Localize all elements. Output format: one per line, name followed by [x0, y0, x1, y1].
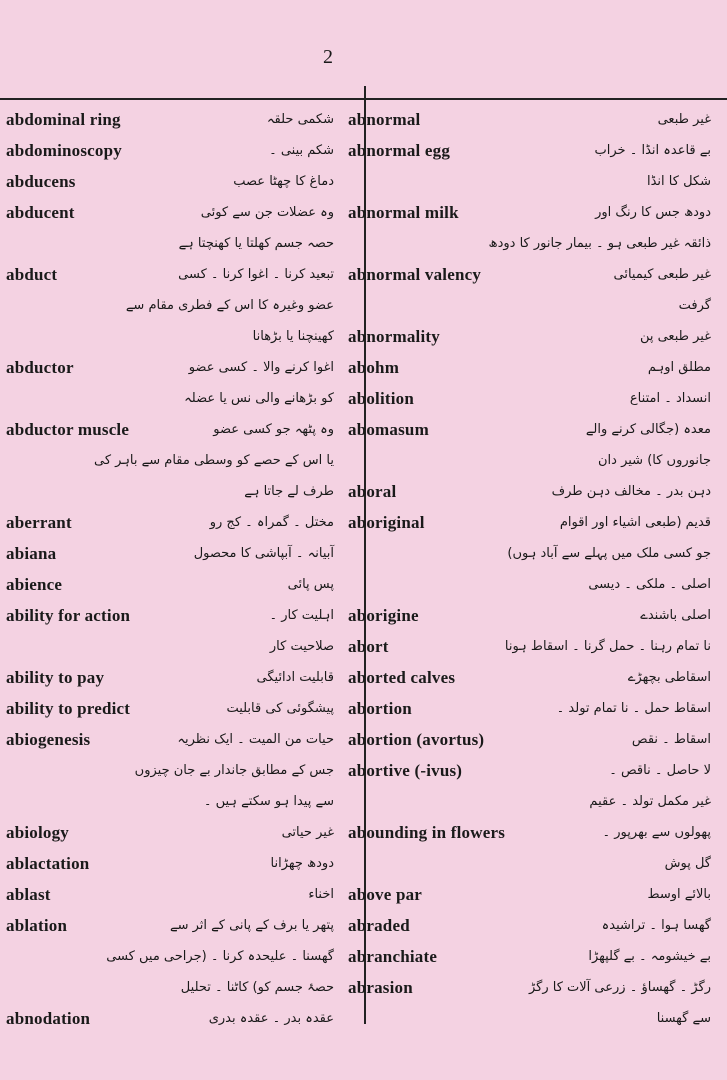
entry-term: abolition: [348, 388, 415, 408]
dictionary-entry: [0, 693, 362, 724]
dictionary-entry: [340, 662, 727, 693]
dictionary-entry: [340, 817, 727, 848]
dictionary-entry: [0, 259, 362, 290]
entry-definition: عقدہ بدر ۔ عقدہ بدری: [208, 1011, 334, 1026]
entry-definition: اغوا کرنے والا ۔ کسی عضو: [188, 360, 334, 375]
entry-term: abiology: [6, 822, 70, 842]
entry-term: abduct: [6, 264, 58, 284]
entry-term: aboral: [348, 481, 397, 501]
entry-term: abraded: [348, 915, 410, 935]
dictionary-entry: [340, 321, 727, 352]
dictionary-entry: [0, 135, 362, 166]
entry-definition: پیشگوئی کی قابلیت: [226, 701, 334, 716]
entry-definition: طرف لے جاتا ہے: [244, 484, 334, 499]
dictionary-entry: [0, 228, 362, 259]
entry-definition: جو کسی ملک میں پہلے سے آباد ہوں): [507, 546, 711, 561]
entry-term: abnormal: [348, 109, 421, 129]
dictionary-entry: [0, 104, 362, 135]
dictionary-entry: [340, 228, 727, 259]
entry-definition: حصۂ جسم کو) کاٹنا ۔ تحلیل: [180, 980, 334, 995]
dictionary-entry: [340, 383, 727, 414]
entry-definition: جس کے مطابق جاندار بے جان چیزوں: [134, 763, 334, 778]
entry-term: ability for action: [6, 605, 131, 625]
entry-definition: پس پائی: [287, 577, 334, 592]
entry-definition: گرفت: [678, 298, 711, 313]
dictionary-entry: [340, 538, 727, 569]
dictionary-entry: [0, 290, 362, 321]
dictionary-entry: [340, 941, 727, 972]
dictionary-entry: [0, 1003, 362, 1034]
entry-term: aboriginal: [348, 512, 425, 532]
dictionary-entry: [0, 631, 362, 662]
entry-term: abnodation: [6, 1008, 91, 1028]
entry-definition: غیر طبعی پن: [639, 329, 711, 344]
dictionary-entry: [0, 383, 362, 414]
entry-definition: بے خیشومہ ۔ بے گلپھڑا: [588, 949, 711, 964]
dictionary-entry: [340, 507, 727, 538]
dictionary-entry: [0, 724, 362, 755]
dictionary-entry: [0, 662, 362, 693]
dictionary-entry: [340, 879, 727, 910]
dictionary-entry: [0, 755, 362, 786]
entry-definition: مختل ۔ گمراہ ۔ کج رو: [209, 515, 334, 530]
entry-definition: قابلیت ادائیگی: [256, 670, 334, 685]
dictionary-entry: [0, 817, 362, 848]
entry-term: abience: [6, 574, 63, 594]
entry-definition: گھسنا ۔ علیحدہ کرنا ۔ (جراحی میں کسی: [106, 949, 334, 964]
entry-term: aborted calves: [348, 667, 456, 687]
dictionary-entry: [340, 290, 727, 321]
entry-definition: اہلیت کار ۔: [269, 608, 334, 623]
entry-term: ablast: [6, 884, 51, 904]
dictionary-entry: [0, 507, 362, 538]
entry-term: abort: [348, 636, 389, 656]
entry-definition: لا حاصل ۔ ناقص ۔: [609, 763, 711, 778]
entry-term: abortion: [348, 698, 412, 718]
entry-term: ablactation: [6, 853, 90, 873]
entry-term: abnormal milk: [348, 202, 459, 222]
dictionary-entry: [340, 166, 727, 197]
entry-definition: اسقاط حمل ۔ نا تمام تولد ۔: [556, 701, 711, 716]
entry-definition: بے قاعدہ انڈا ۔ خراب: [594, 143, 711, 158]
dictionary-entry: [340, 352, 727, 383]
dictionary-entry: [340, 1003, 727, 1034]
entry-definition: وہ پٹھہ جو کسی عضو: [213, 422, 334, 437]
entry-term: abiana: [6, 543, 57, 563]
page-number: 2: [323, 46, 333, 68]
entry-term: abdominoscopy: [6, 140, 122, 160]
entry-definition: شکمی حلقہ: [266, 112, 334, 127]
entry-definition: اسقاطی بچھڑے: [627, 670, 711, 685]
entry-term: aberrant: [6, 512, 72, 532]
entry-definition: غیر مکمل تولد ۔ عقیم: [589, 794, 711, 809]
dictionary-entry: [0, 941, 362, 972]
entry-definition: پتھر یا برف کے پانی کے اثر سے: [169, 918, 334, 933]
dictionary-entry: [0, 166, 362, 197]
entry-definition: غیر حیاتی: [281, 825, 334, 840]
dictionary-entry: [0, 569, 362, 600]
entry-definition: سے پیدا ہو سکتے ہیں ۔: [203, 794, 334, 809]
entry-definition: حیات من المیت ۔ ایک نظریہ: [177, 732, 334, 747]
entry-definition: کو بڑھانے والی نس یا عضلہ: [184, 391, 334, 406]
dictionary-entry: [0, 848, 362, 879]
dictionary-entry: [340, 755, 727, 786]
entry-definition: دودھ چھڑانا: [270, 856, 334, 871]
entry-definition: شکل کا انڈا: [647, 174, 711, 189]
dictionary-entry: [0, 445, 362, 476]
dictionary-entry: [340, 414, 727, 445]
entry-definition: کھینچنا یا بڑھانا: [252, 329, 334, 344]
entry-term: abnormality: [348, 326, 440, 346]
entry-definition: بالائے اوسط: [647, 887, 711, 902]
dictionary-entry: [340, 135, 727, 166]
left-column: [0, 104, 362, 1034]
dictionary-entry: [340, 972, 727, 1003]
entry-term: abnormal egg: [348, 140, 451, 160]
dictionary-entry: [0, 786, 362, 817]
entry-definition: انسداد ۔ امتناع: [629, 391, 711, 406]
entry-term: abductor: [6, 357, 74, 377]
dictionary-entry: [0, 414, 362, 445]
entry-definition: اصلی باشندے: [640, 608, 711, 623]
dictionary-entry: [340, 104, 727, 135]
entry-term: ability to pay: [6, 667, 105, 687]
entry-term: abrasion: [348, 977, 413, 997]
dictionary-entry: [340, 476, 727, 507]
entry-definition: نا تمام رہنا ۔ حمل گرنا ۔ اسقاط ہونا: [504, 639, 711, 654]
dictionary-entry: [0, 910, 362, 941]
entry-term: abductor muscle: [6, 419, 130, 439]
entry-term: ablation: [6, 915, 68, 935]
entry-definition: اخناء: [308, 887, 334, 902]
entry-definition: یا اس کے حصے کو وسطی مقام سے باہر کی: [93, 453, 334, 468]
entry-definition: دماغ کا چھٹا عصب: [233, 174, 334, 189]
dictionary-entry: [340, 786, 727, 817]
dictionary-entry: [0, 600, 362, 631]
entry-definition: گھسا ہوا ۔ تراشیدہ: [601, 918, 711, 933]
dictionary-entry: [0, 879, 362, 910]
dictionary-entry: [340, 569, 727, 600]
entry-definition: رگڑ ۔ گھساؤ ۔ زرعی آلات کا رگڑ: [528, 980, 711, 995]
entry-definition: دودھ جس کا رنگ اور: [595, 205, 711, 220]
dictionary-entry: [0, 476, 362, 507]
entry-term: abdominal ring: [6, 109, 121, 129]
entry-term: abducent: [6, 202, 75, 222]
entry-definition: مطلق اوہم: [647, 360, 711, 375]
entry-definition: غیر طبعی: [657, 112, 711, 127]
entry-definition: اصلی ۔ ملکی ۔ دیسی: [588, 577, 711, 592]
dictionary-entry: [340, 910, 727, 941]
dictionary-entry: [0, 352, 362, 383]
entry-term: abnormal valency: [348, 264, 482, 284]
entry-definition: غیر طبعی کیمیائی: [613, 267, 711, 282]
entry-definition: قدیم (طبعی اشیاء اور اقوام: [559, 515, 711, 530]
dictionary-entry: [340, 693, 727, 724]
entry-term: ability to predict: [6, 698, 131, 718]
entry-definition: وہ عضلات جن سے کوئی: [200, 205, 334, 220]
entry-term: abomasum: [348, 419, 429, 439]
entry-term: abortive (-ivus): [348, 760, 463, 780]
dictionary-entry: [0, 197, 362, 228]
entry-definition: دہن بدر ۔ مخالف دہن طرف: [551, 484, 711, 499]
dictionary-entry: [340, 724, 727, 755]
dictionary-entry: [340, 259, 727, 290]
dictionary-entry: [0, 972, 362, 1003]
entry-definition: ذائقہ غیر طبعی ہو ۔ بیمار جانور کا دودھ: [488, 236, 711, 251]
entry-term: abortion (avortus): [348, 729, 485, 749]
entry-definition: آبیانہ ۔ آبپاشی کا محصول: [193, 546, 334, 561]
entry-definition: عضو وغیرہ کا اس کے فطری مقام سے: [125, 298, 334, 313]
entry-definition: سے گھسنا: [656, 1011, 711, 1026]
entry-term: abounding in flowers: [348, 822, 506, 842]
dictionary-entry: [340, 848, 727, 879]
entry-term: above par: [348, 884, 423, 904]
dictionary-entry: [340, 445, 727, 476]
entry-term: abohm: [348, 357, 400, 377]
dictionary-entry: [0, 321, 362, 352]
entry-definition: حصہ جسم کھلتا یا کھنچتا ہے: [178, 236, 334, 251]
entry-definition: شکم بینی ۔: [269, 143, 334, 158]
dictionary-entry: [340, 631, 727, 662]
right-column: [340, 104, 727, 1034]
dictionary-entry: [0, 538, 362, 569]
entry-term: abranchiate: [348, 946, 438, 966]
entry-term: abducens: [6, 171, 76, 191]
entry-definition: صلاحیت کار: [269, 639, 334, 654]
entry-definition: اسقاط ۔ نقص: [631, 732, 711, 747]
entry-definition: جانوروں کا) شیر دان: [598, 453, 711, 468]
dictionary-entry: [340, 600, 727, 631]
entry-definition: گل پوش: [664, 856, 711, 871]
entry-definition: پھولوں سے بھرپور ۔: [602, 825, 711, 840]
entry-term: aborigine: [348, 605, 419, 625]
entry-definition: تبعید کرنا ۔ اغوا کرنا ۔ کسی: [178, 267, 334, 282]
entry-definition: معدہ (جگالی کرنے والے: [585, 422, 711, 437]
entry-term: abiogenesis: [6, 729, 91, 749]
dictionary-entry: [340, 197, 727, 228]
